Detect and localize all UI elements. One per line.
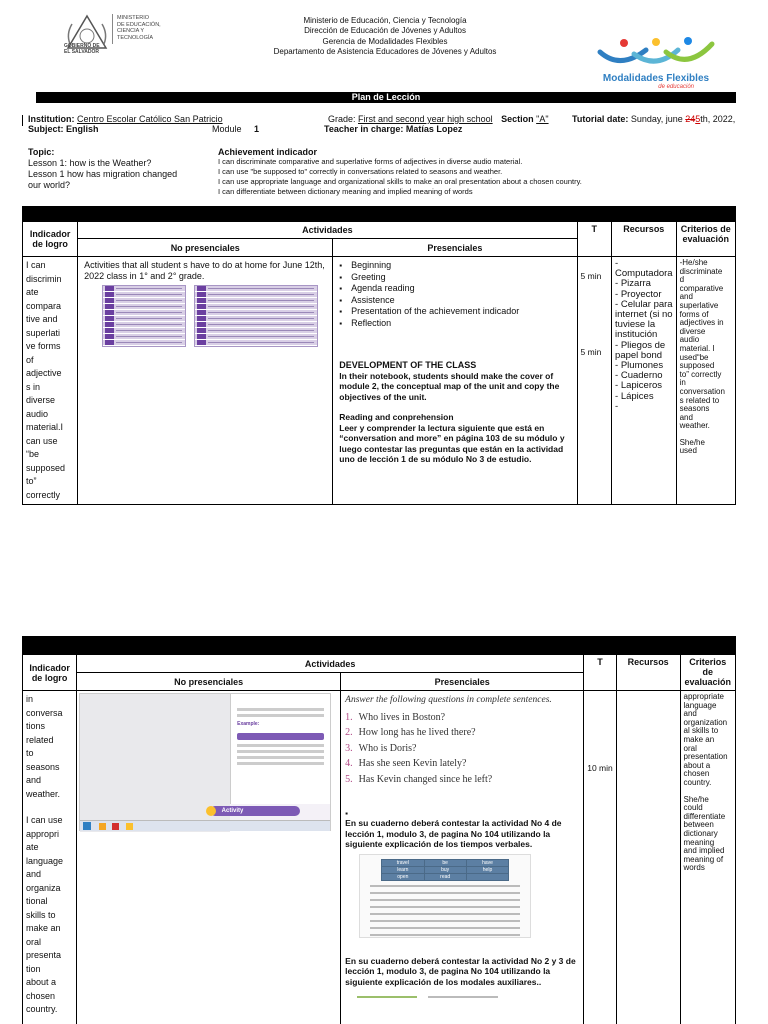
text-line: Computadora [615,268,673,280]
question-text: Who lives in Boston? [358,712,446,723]
text-line: between [683,820,714,830]
text-line: internet (si no [615,309,673,321]
lesson-table-2 [22,654,736,1024]
development-title: DEVELOPMENT OF THE CLASS [339,360,477,370]
table2-black-header [22,636,736,654]
text-line: al skills to [683,726,719,736]
text-line: related [26,734,54,745]
text-line: presenta [26,950,62,960]
text-line: - Lapiceros [615,380,663,392]
government-logo [64,14,176,54]
plan-title-bar [36,92,736,103]
text-line: superlative [679,300,719,310]
verb-box-item: have [467,860,508,866]
text-line: correctly [26,489,61,500]
list-item: ▪ Assistence [339,295,570,307]
verb-box-item: travel [382,860,423,866]
text-line: tive and [26,314,58,324]
text-line: language [26,855,64,866]
gov-text-line: DE EDUCACIÓN, [117,21,161,28]
verb-box-item: read [425,874,466,880]
tutorial-correction: 5 [695,114,701,124]
question-item [345,725,579,740]
subject-label: Subject: [28,124,64,134]
recursos-header: Recursos [612,222,677,257]
text-line: organiza [26,882,61,893]
text-line: conversa [26,707,63,718]
text-line: discrimin [26,273,62,284]
recursos-cell [616,691,680,1024]
folder-icon [99,823,106,830]
app-icon [112,823,119,830]
question-text: Who is Doris? [358,742,417,754]
text-line: comparative [679,283,724,293]
activity4-text: En su cuaderno deberá contestar la actividad No 4 de lección 1, modulo 3, de pagina No 104 utilizando la siguiente explicación de los tiempos verbales. [345,818,562,850]
text-line: She/he [679,437,705,447]
text-line: - Plumones [615,360,664,372]
text-line: meaning [683,837,715,847]
achievement-line: I can use "be supposed to" correctly in conversations related to seasons and weather. [218,167,503,176]
textbook-screenshot [79,693,331,831]
list-item: ▪ Beginning [339,260,570,272]
text-line: and [26,869,42,879]
text-line: country. [26,1004,58,1014]
text-line: and implied [683,846,725,856]
text-line: and [683,709,697,719]
text-line: chosen [26,990,56,1001]
topic-line: Lesson 1: how is the Weather? [28,158,152,168]
tutorial-date-row [572,114,735,125]
achievement-line: I can use appropriate language and organizational skills to make an oral presentation about a chosen country. [218,177,582,186]
text-line: tional [26,896,48,906]
criterios-cell [676,257,735,505]
text-line: used“be [679,352,709,362]
header-line: Gerencia de Modalidades Flexibles [322,36,448,46]
list-item: ▪ Agenda reading [339,283,570,295]
verb-exercise-image [359,854,531,938]
criterios-header: Criterios de evaluación [680,655,735,691]
gov-sub-line: EL SALVADOR [64,48,100,55]
tutorial-value: Sunday, june [630,114,686,124]
text-line: seasons [26,761,60,772]
header-line: Departamento de Asistencia Educadores de Jóvenes y Adultos [273,46,497,56]
gov-text-line: MINISTERIO [117,15,150,21]
institution-label: Institution: [28,114,75,124]
text-line: differentiate [683,811,726,821]
time-value: 5 min [580,271,602,281]
presenciales-header: Presenciales [333,239,577,257]
questions-title: Answer the following questions in complete sentences. [345,695,552,705]
grade-label: Grade: [328,114,356,124]
text-line: about a [26,977,57,987]
development-text: In their notebook, students should make the cover of module 2, the conceptual map of the unit and copy the objectives of the unit. [339,370,560,402]
module-row [212,124,259,135]
text-line: used [679,446,697,456]
text-line: in [679,378,686,388]
tutorial-label: Tutorial date: [572,114,629,124]
text-line: - [615,400,619,412]
no-presenciales-header: No presenciales [78,239,333,257]
plan-title: Plan de Lección [351,92,421,102]
question-item [345,710,579,725]
list-item: ▪ Reflection [339,318,570,330]
text-line: could [683,803,703,813]
text-line: -He/she [679,258,708,267]
taskbar [80,820,330,831]
windows-icon [83,822,91,830]
topic-block [28,147,218,191]
subject-value: English [66,124,99,134]
text-line: to [26,748,34,758]
text-line: make an [683,734,715,744]
text-line: material. I [679,343,715,353]
text-line: audio [26,408,49,419]
text-line: seasons [679,404,710,414]
question-item [345,756,579,771]
text-line: She/he [683,794,709,804]
no-presenciales-cell [78,257,333,505]
text-line: oral [683,743,697,753]
question-number: 5. [345,773,353,785]
reading-title: Reading and conprehension [339,412,454,422]
text-line: ate [26,287,39,297]
achievement-line: I can differentiate between dictionary meaning and implied meaning of words [218,187,473,196]
topic-line: our world? [28,180,71,190]
book-activity-label: Activity [221,808,244,814]
t-header: T [584,655,617,691]
question-text: Has Kevin changed since he left? [358,773,493,785]
section-label: Section [501,114,534,124]
question-number: 2. [345,727,353,739]
text-line: - [615,258,619,269]
text-line: tion [26,963,41,974]
text-line: s in [26,381,41,392]
text-line: ve forms [26,341,61,351]
verb-box-item [467,874,508,880]
verb-box-item: be [425,860,466,866]
actividades-header: Actividades [77,655,584,673]
browser-icon [126,823,133,830]
text-line: meaning of [683,854,724,864]
text-line: and [26,775,42,785]
verb-box-item: help [467,867,508,873]
text-line: appropri [26,828,60,839]
text-line: skills to [26,909,56,920]
text-line: to” correctly [679,369,722,379]
text-line: tuviese la [615,319,656,331]
header-line: Dirección de Educación de Jóvenes y Adultos [304,26,466,36]
text-line: ate [26,842,39,852]
text-line: institución [615,329,658,341]
gov-text-line: CIENCIA Y [117,28,145,34]
text-line: weather. [679,421,710,431]
gov-sub-line: GOBIERNO DE [64,43,100,49]
text-line: supposed [679,361,715,371]
text-line: “be [26,449,40,459]
text-line: language [683,700,717,710]
time-cell [577,257,611,505]
t-header: T [577,222,611,257]
text-line: adjectives in [679,318,724,328]
logo-title: Modalidades Flexibles [602,73,710,84]
teacher-row [324,124,462,135]
gov-text-line: TECNOLOGÍA [117,34,154,41]
text-line: oral [26,936,42,947]
text-line: audio [679,335,700,345]
time-cell [584,691,617,1024]
text-line: can use [26,435,58,446]
verb-box-item: buy [425,867,466,873]
no-presenciales-text: Activities that all student s have to do at home for June 12th, 2022 class in 1° and 2° grade. [84,260,325,281]
verb-box-item: learn [382,867,423,873]
text-line: dictionary [683,828,718,838]
time-value: 5 min [580,347,602,357]
recursos-header: Recursos [616,655,680,691]
modalidades-logo [590,36,722,88]
text-line: - Lápices [615,390,654,402]
text-line: forms of [679,309,709,319]
topic-line: Lesson 1 how has migration changed [28,169,178,179]
text-line: I can use [26,815,63,825]
list-item: ▪ Greeting [339,272,570,284]
subject-row [28,124,99,135]
reading-text: Leer y comprender la lectura siguiente que está en “conversation and more” en página 103 de su módulo y luego contestar las preguntas que están en la actividad uno de lección 1 de su módulo No 3 de estudio. [339,422,565,464]
opening-activities-list [339,260,570,329]
text-line: conversation [679,386,725,396]
text-line: supposed [26,462,66,473]
topic-label: Topic: [28,147,55,157]
achievement-block [218,147,748,197]
text-line: - Pliegos de [615,339,666,351]
presenciales-header: Presenciales [341,673,584,691]
book-example-label: Example: [237,721,260,727]
no-presenciales-cell [77,691,341,1024]
text-line: and [679,292,693,302]
text-line: s related to [679,395,720,405]
question-number: 3. [345,742,353,754]
text-line: material.I [26,422,64,432]
text-line: papel bond [615,349,663,361]
text-line: tions [26,721,46,731]
indicador-header: Indicador de logro [23,222,78,257]
question-number: 1. [345,712,353,723]
question-item [345,772,579,787]
people-arc-icon [590,36,722,68]
achievement-label: Achievement indicador [218,147,318,157]
text-line: discriminate [679,266,723,276]
tutorial-suffix: th, 2022, [700,114,736,124]
module-value: 1 [254,124,260,134]
indicador-cell [23,691,77,1024]
text-line: diverse [679,326,706,336]
indicador-cell [23,257,78,505]
text-line: weather. [26,788,61,799]
text-line: make an [26,923,61,933]
modal-explanation-image [357,990,547,1000]
info-left-marker [22,115,23,126]
criterios-cell [680,691,735,1024]
tutorial-strike: 24 [685,114,696,124]
criterios-header: Criterios de evaluación [676,222,735,257]
module-label: Module [212,124,242,134]
text-line: organization [683,717,728,727]
institution-value: Centro Escolar Católico San Patricio [77,114,223,124]
text-line: and [679,412,693,422]
recursos-cell [612,257,677,505]
text-line: of [26,354,34,365]
question-text: How long has he lived there? [358,727,476,739]
text-line: about a [683,760,711,770]
question-text: Has she seen Kevin lately? [358,758,467,770]
indicador-header: Indicador de logro [23,655,77,691]
header-center-text [240,16,530,57]
no-presenciales-header: No presenciales [77,673,341,691]
header-line: Ministerio de Educación, Ciencia y Tecnología [303,16,467,25]
vocabulary-list-right [194,285,318,347]
text-line: - Proyector [615,288,662,300]
text-line: I can [26,260,46,270]
time-value: 10 min [587,763,613,773]
lesson-table-1 [22,221,736,505]
text-line: diverse [26,395,56,405]
list-item: ▪ Presentation of the achievement indicador [339,306,570,318]
text-line: - Cuaderno [615,370,663,382]
teacher-label: Teacher in charge: [324,124,404,134]
text-line: - Pizarra [615,278,651,290]
verb-box-item: open [382,874,423,880]
vocabulary-list-left [102,285,186,347]
question-number: 4. [345,758,353,770]
table1-black-header [22,206,736,221]
text-line: chosen [683,769,710,779]
actividades-header: Actividades [78,222,577,239]
logo-subtitle: de educación [658,84,694,90]
text-line: adjective [26,368,62,378]
section-value: "A" [536,114,549,124]
text-line: d [679,275,685,285]
presenciales-cell [333,257,577,505]
text-line: in [26,694,34,704]
text-line: presentation [683,752,728,762]
teacher-value: Matías Lopez [405,124,463,134]
text-line: superlati [26,327,61,338]
grade-value: First and second year high school [358,114,493,124]
activity23-text: En su cuaderno deberá contestar la actividad No 2 y 3 de lección 1, modulo 3, de pagina No 104 utilizando la siguiente explicación de los modales auxiliares.. [345,955,576,987]
text-line: appropriate [683,692,724,701]
achievement-line: I can discriminate comparative and superlative forms of adjectives in diverse audio material. [218,157,523,166]
text-line: to” [26,476,37,486]
text-line: compara [26,300,62,311]
question-item [345,741,579,756]
text-line: words [683,863,705,873]
text-line: country. [683,777,712,787]
presenciales-cell: Answer the following questions in complete sentences. 1. Who lives in Boston? 2. How long has he lived there? 3. Who is Doris? 4. Has she seen Kevin lately? 5. Has Kevin changed since he left? ▪ En su cuaderno deberá contestar la actividad No 4 de lección 1, modulo 3, de pagina No 104 utilizando la siguiente explicación de los tiempos verbales. travel be have learn buy help open read En su cuaderno deberá contestar la actividad No 2 y 3 de lección 1, modulo 3, de pagina No 104 utilizando la siguiente explicación de los modales auxiliares.. [341,691,584,1024]
text-line: - Celular para [615,298,673,310]
vocabulary-exercise-image [102,285,326,347]
